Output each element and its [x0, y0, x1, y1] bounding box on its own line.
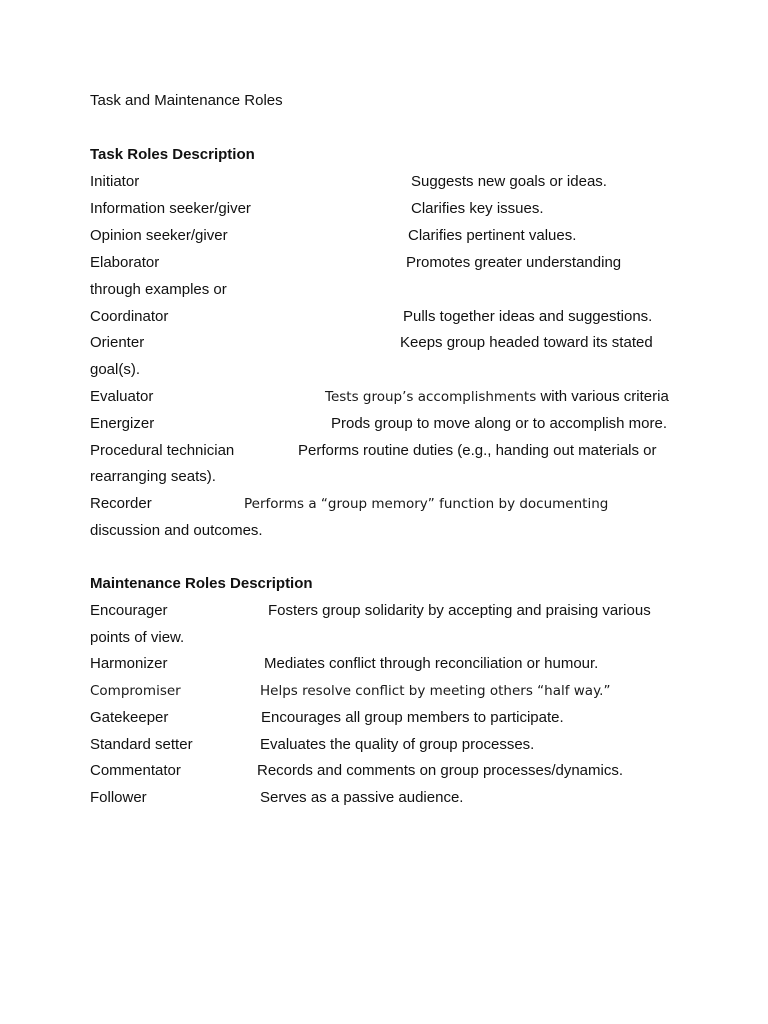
role-description: Suggests new goals or ideas. — [411, 173, 607, 190]
role-name: Information seeker/giver — [90, 200, 251, 217]
role-description: Promotes greater understanding — [406, 254, 622, 271]
role-name: Follower — [90, 789, 147, 806]
role-description: Evaluates the quality of group processes. — [260, 736, 535, 753]
role-name: Compromiser — [90, 683, 181, 699]
role-description-part: Tests group’s accomplishments — [325, 389, 537, 405]
role-description-continuation: goal(s). — [90, 361, 141, 378]
role-description-part: with various criteria — [540, 388, 669, 405]
role-description: Performs routine duties (e.g., handing out materials or — [298, 442, 657, 459]
role-description: Prods group to move along or to accomplish more. — [331, 415, 667, 432]
role-description-continuation: through examples or — [90, 281, 227, 298]
role-description — [325, 388, 669, 406]
role-description: Encourages all group members to participate. — [261, 709, 564, 726]
role-name: Recorder — [90, 495, 152, 512]
role-description: Helps resolve conflict by meeting others “half way.” — [260, 683, 611, 699]
maintenance-roles-heading: Maintenance Roles Description — [90, 575, 313, 592]
document-title: Task and Maintenance Roles — [90, 92, 283, 109]
role-name: Harmonizer — [90, 655, 168, 672]
role-name: Procedural technician — [90, 442, 235, 459]
role-name: Standard setter — [90, 736, 193, 753]
role-description-continuation: rearranging seats). — [90, 468, 216, 485]
role-description: Mediates conflict through reconciliation or humour. — [264, 655, 599, 672]
role-description: Fosters group solidarity by accepting and praising various — [268, 602, 651, 619]
role-description: Records and comments on group processes/dynamics. — [257, 762, 624, 779]
role-description: Performs a “group memory” function by documenting — [244, 496, 609, 512]
role-description-continuation: points of view. — [90, 629, 185, 646]
role-name: Initiator — [90, 173, 140, 190]
role-description: Keeps group headed toward its stated — [400, 334, 653, 351]
role-name: Coordinator — [90, 308, 169, 325]
role-name: Encourager — [90, 602, 168, 619]
role-name: Gatekeeper — [90, 709, 169, 726]
role-name: Energizer — [90, 415, 155, 432]
role-description: Clarifies key issues. — [411, 200, 544, 217]
role-name: Orienter — [90, 334, 145, 351]
role-description: Clarifies pertinent values. — [408, 227, 577, 244]
role-name: Opinion seeker/giver — [90, 227, 228, 244]
task-roles-heading: Task Roles Description — [90, 146, 255, 163]
role-description: Serves as a passive audience. — [260, 789, 464, 806]
role-name: Evaluator — [90, 388, 154, 405]
role-description-continuation: discussion and outcomes. — [90, 522, 263, 539]
role-name: Elaborator — [90, 254, 160, 271]
role-name: Commentator — [90, 762, 181, 779]
role-description: Pulls together ideas and suggestions. — [403, 308, 653, 325]
